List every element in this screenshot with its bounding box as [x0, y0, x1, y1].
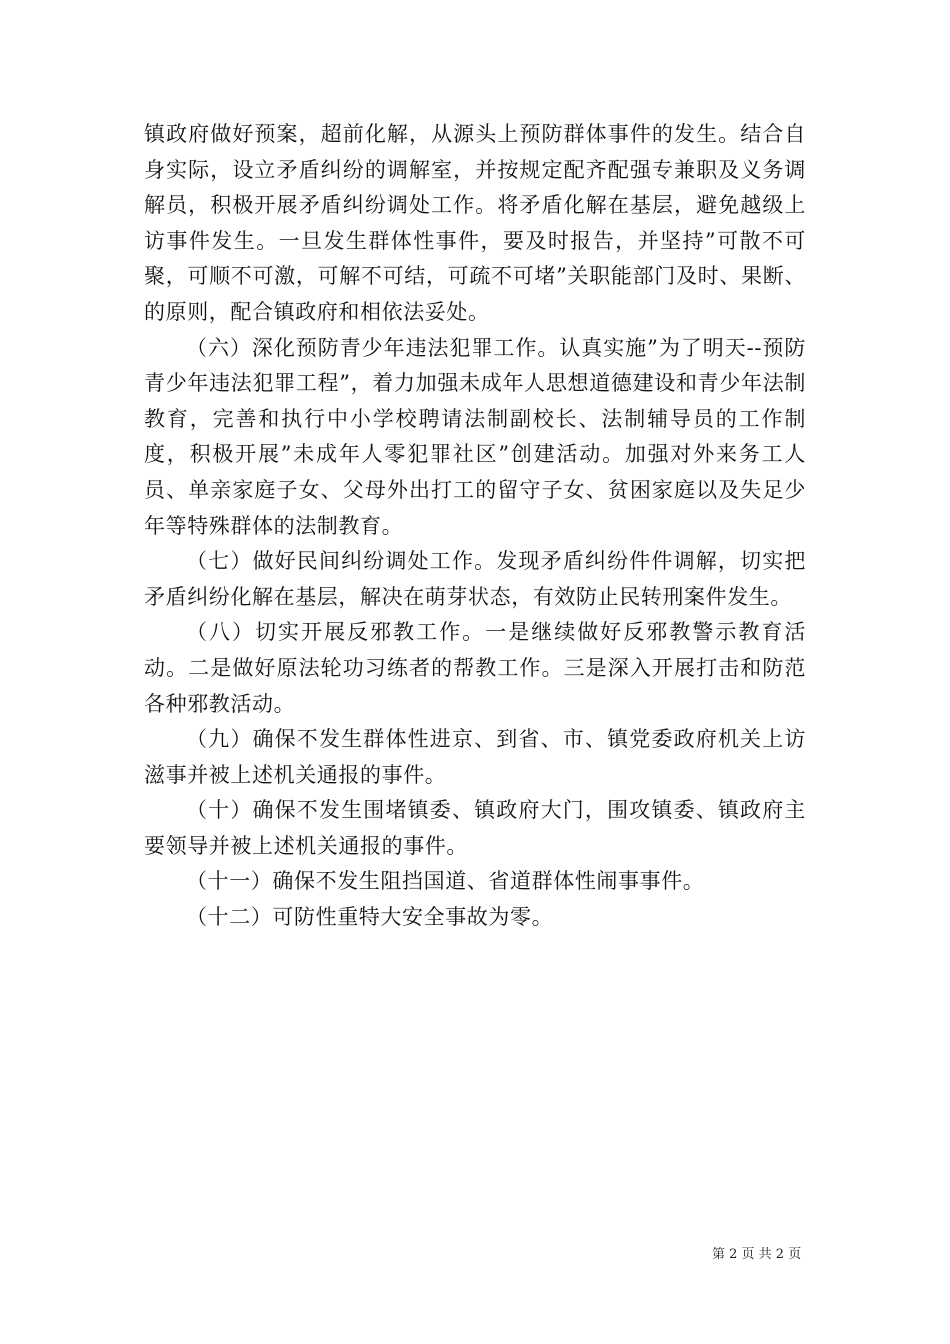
paragraph-item-6: （六）深化预防青少年违法犯罪工作。认真实施”为了明天--预防青少年违法犯罪工程”，着力加强未成年人思想道德建设和青少年法制教育，完善和执行中小学校聘请法制副校长、法制辅导员的工作制度，积极开展”未成年人零犯罪社区”创建活动。加强对外来务工人员、单亲家庭子女、父母外出打工的留守子女、贫困家庭以及失足少年等特殊群体的法制教育。: [144, 335, 806, 538]
paragraph-item-9: （九）确保不发生群体性进京、到省、市、镇党委政府机关上访滋事并被上述机关通报的事件。: [144, 727, 806, 787]
paragraph-item-10: （十）确保不发生围堵镇委、镇政府大门，围攻镇委、镇政府主要领导并被上述机关通报的事件。: [144, 798, 806, 858]
paragraph-item-12: （十二）可防性重特大安全事故为零。: [186, 905, 554, 930]
paragraph-item-8: （八）切实开展反邪教工作。一是继续做好反邪教警示教育活动。二是做好原法轮功习练者的帮教工作。三是深入开展打击和防范各种邪教活动。: [144, 620, 806, 716]
paragraph-item-7: （七）做好民间纠纷调处工作。发现矛盾纠纷件件调解，切实把矛盾纠纷化解在基层，解决在萌芽状态，有效防止民转刑案件发生。: [144, 549, 806, 609]
paragraph-item-11: （十一）确保不发生阻挡国道、省道群体性闹事事件。: [186, 869, 705, 894]
page-number-footer: 第 2 页 共 2 页: [712, 1247, 802, 1262]
document-body: [144, 117, 806, 936]
paragraph-continuation: 镇政府做好预案，超前化解，从源头上预防群体事件的发生。结合自身实际，设立矛盾纠纷的调解室，并按规定配齐配强专兼职及义务调解员，积极开展矛盾纠纷调处工作。将矛盾化解在基层，避免越级上访事件发生。一旦发生群体性事件，要及时报告，并坚持”可散不可聚，可顺不可激，可解不可结，可疏不可堵”关职能部门及时、果断、的原则，配合镇政府和相依法妥处。: [144, 122, 806, 324]
